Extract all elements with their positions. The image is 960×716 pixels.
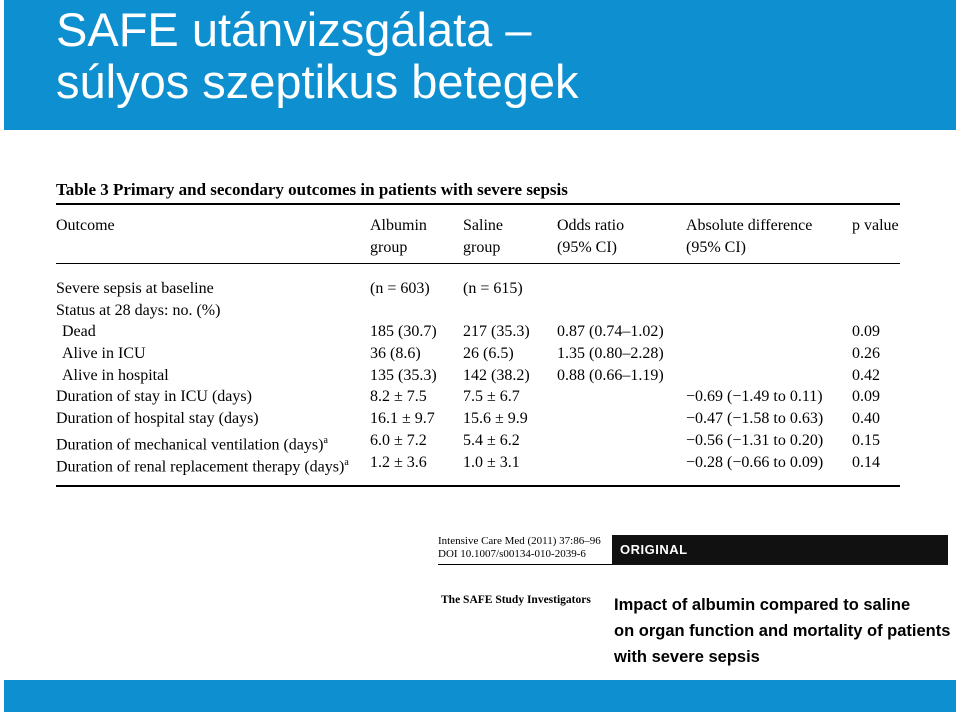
table-row [56,343,900,365]
cell-p-value-text: 0.09 [852,388,880,406]
table-row [56,321,900,343]
cell-outcome-text: Alive in ICU [62,345,146,363]
cell-outcome [62,321,96,343]
table-bottom-rule [56,485,900,487]
cell-saline [463,321,530,343]
cell-p-value-text: 0.14 [852,453,880,471]
cell-odds-ratio [557,343,664,365]
header-outcome: Outcome [56,217,115,234]
paper-title-line-2: on organ function and mortality of patients [614,622,951,640]
cell-p-value [852,452,880,474]
table-row [56,365,900,387]
cell-p-value-text: 0.15 [852,431,880,449]
header-absolute-difference [686,215,812,259]
cell-p-value-text: 0.42 [852,366,880,384]
cell-saline [463,386,520,408]
cell-outcome [56,278,214,300]
slide-title-line-1: SAFE utánvizsgálata – [56,3,532,56]
table-row [56,386,900,408]
table-body [56,264,900,485]
cell-outcome-text: Duration of renal replacement therapy (days) [56,457,345,475]
original-badge [612,535,948,565]
cell-albumin-text: 36 (8.6) [370,345,421,363]
cell-albumin [370,430,427,452]
cell-outcome [56,300,220,322]
cell-saline [463,430,520,452]
cell-saline-text: 15.6 ± 9.9 [463,410,528,428]
cell-saline-text: 26 (6.5) [463,345,514,363]
paper-title-line-3: with severe sepsis [614,648,760,666]
cell-p-value [852,343,880,365]
cell-saline [463,278,523,300]
header-odds-line-1: Odds ratio [557,217,625,234]
cell-albumin [370,343,421,365]
header-saline-line-2: group [463,239,501,256]
cell-saline-text: 142 (38.2) [463,366,530,384]
header-absdiff-line-1: Absolute difference [686,217,813,234]
cell-saline-text: 7.5 ± 6.7 [463,388,520,406]
header-saline [463,215,503,259]
slide-title-line-2: súlyos szeptikus betegek [56,55,579,108]
cell-p-value-text: 0.09 [852,323,880,341]
cell-odds-ratio [557,365,664,387]
header-odds-ratio [557,215,624,259]
cell-albumin [370,321,437,343]
cell-p-value [852,386,880,408]
header-albumin-line-1: Albumin [370,217,427,234]
footnote-marker: a [323,434,328,446]
header-albumin-line-2: group [370,239,408,256]
cell-albumin [370,408,435,430]
footnote-marker: a [344,456,349,468]
citation-doi: DOI 10.1007/s00134-010-2039-6 [438,548,586,560]
cell-p-value-text: 0.26 [852,345,880,363]
cell-absolute-difference [686,430,823,452]
cell-albumin-text: 135 (35.3) [370,366,437,384]
cell-outcome [62,365,169,387]
paper-title-line-1: Impact of albumin compared to saline [614,596,911,614]
original-badge-label: ORIGINAL [620,542,688,557]
cell-absolute-difference-text: −0.56 (−1.31 to 0.20) [686,431,824,449]
cell-albumin-text: 1.2 ± 3.6 [370,453,427,471]
table-row [56,408,900,430]
table-header-row [56,205,900,263]
header-odds-line-2: (95% CI) [557,239,617,256]
cell-albumin-text: 16.1 ± 9.7 [370,410,435,428]
cell-saline-text: 5.4 ± 6.2 [463,431,520,449]
slide-title [56,4,579,108]
outcomes-table [56,177,900,487]
table-row [56,300,900,322]
cell-outcome-text: Duration of mechanical ventilation (days) [56,436,324,454]
table-row [56,430,900,452]
cell-outcome-text: Alive in hospital [62,366,169,384]
cell-saline [463,343,514,365]
footer-bar [4,680,956,712]
header-albumin [370,215,427,259]
cell-saline-text: 1.0 ± 3.1 [463,453,520,471]
cell-saline [463,452,520,474]
cell-albumin [370,278,430,300]
cell-p-value-text: 0.40 [852,410,880,428]
header-p-value: p value [852,217,899,234]
paper-title [614,592,954,670]
table-row [56,452,900,474]
cell-saline-text: (n = 615) [463,280,523,297]
cell-p-value [852,408,880,430]
cell-odds-ratio-text: 0.88 (0.66–1.19) [557,366,664,384]
cell-albumin [370,452,427,474]
title-banner [4,0,956,130]
cell-albumin-text: (n = 603) [370,280,430,297]
cell-outcome [62,343,146,365]
cell-albumin-text: 8.2 ± 7.5 [370,388,427,406]
paper-authors: The SAFE Study Investigators [441,594,591,606]
cell-absolute-difference [686,386,823,408]
cell-outcome [56,408,259,430]
cell-outcome [56,386,252,408]
cell-absolute-difference-text: −0.47 (−1.58 to 0.63) [686,410,824,428]
header-absdiff-line-2: (95% CI) [686,239,746,256]
cell-odds-ratio-text: 1.35 (0.80–2.28) [557,345,664,363]
paper-citation [438,535,601,561]
cell-p-value [852,365,880,387]
cell-p-value [852,321,880,343]
cell-absolute-difference [686,408,823,430]
cell-albumin [370,386,427,408]
cell-odds-ratio-text: 0.87 (0.74–1.02) [557,323,664,341]
cell-absolute-difference-text: −0.28 (−0.66 to 0.09) [686,453,824,471]
cell-outcome-text: Dead [62,323,96,341]
cell-albumin [370,365,437,387]
cell-saline [463,408,528,430]
cell-outcome-text: Severe sepsis at baseline [56,280,214,297]
table-row [56,278,900,300]
cell-absolute-difference [686,452,823,474]
header-saline-line-1: Saline [463,217,503,234]
cell-albumin-text: 185 (30.7) [370,323,437,341]
cell-absolute-difference-text: −0.69 (−1.49 to 0.11) [686,388,823,406]
cell-outcome-text: Status at 28 days: no. (%) [56,301,221,319]
cell-albumin-text: 6.0 ± 7.2 [370,431,427,449]
cell-outcome-text: Duration of hospital stay (days) [56,410,259,428]
table-caption: Table 3 Primary and secondary outcomes in patients with severe sepsis [56,180,568,199]
cell-outcome-text: Duration of stay in ICU (days) [56,388,252,406]
cell-saline-text: 217 (35.3) [463,323,530,341]
cell-odds-ratio [557,321,664,343]
cell-outcome [56,452,349,478]
cell-saline [463,365,530,387]
cell-p-value [852,430,880,452]
citation-rule [438,564,612,565]
citation-journal: Intensive Care Med (2011) 37:86–96 [438,535,601,547]
